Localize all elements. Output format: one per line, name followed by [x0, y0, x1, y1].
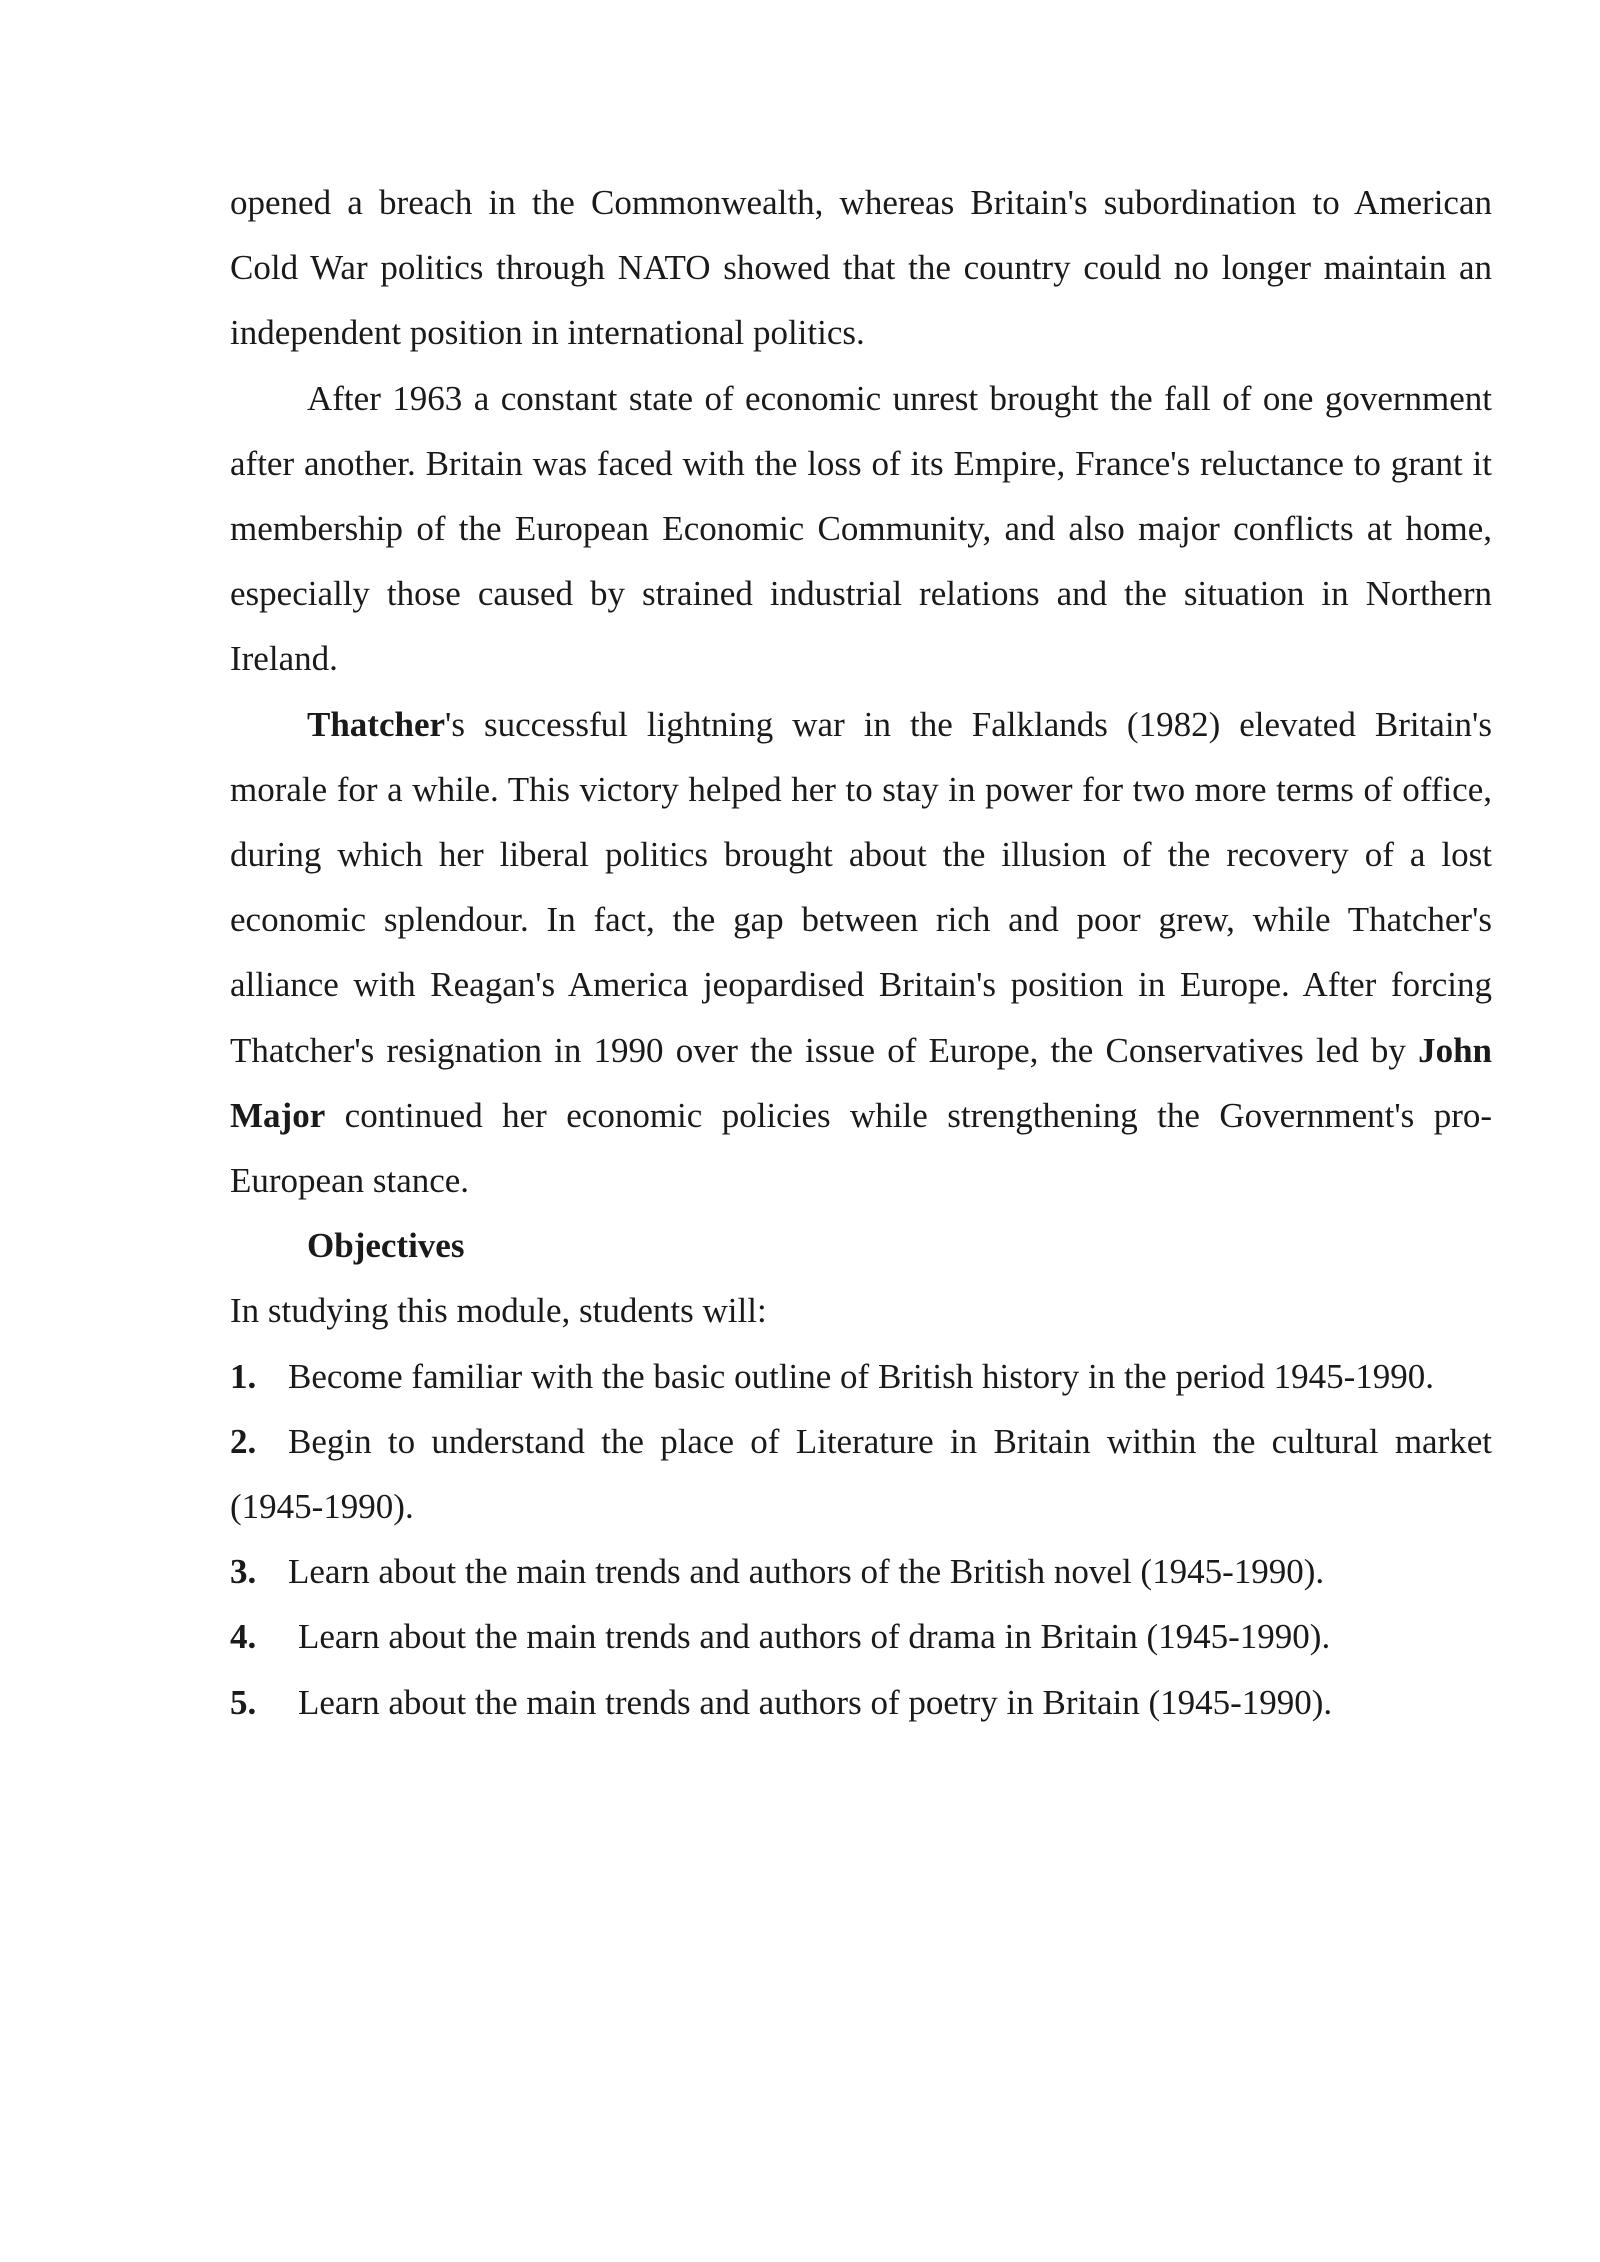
objective-number: 1.	[230, 1356, 257, 1396]
objective-text: Become familiar with the basic outline of British history in the period 1945-1990.	[288, 1356, 1435, 1396]
objective-number: 4.	[230, 1617, 257, 1657]
objective-number: 3.	[230, 1552, 257, 1592]
objective-text: Begin to understand the place of Literature in Britain within the cultural market (1945-1990).	[230, 1421, 1492, 1527]
paragraph-economic-unrest: After 1963 a constant state of economic unrest brought the fall of one government after another. Britain was faced with the loss of its Empire, France's reluctance to grant it membership of the European Economic Community, and also major conflicts at home, especially those caused by strained industrial relations and the situation in Northern Ireland.	[230, 378, 1492, 679]
objective-item	[230, 1604, 1492, 1669]
paragraph-thatcher	[230, 692, 1492, 1214]
objective-number: 5.	[230, 1682, 257, 1722]
document-page	[230, 170, 1492, 1735]
objective-item	[230, 1670, 1492, 1735]
objective-item	[230, 1344, 1492, 1409]
bold-name-thatcher: Thatcher	[307, 704, 446, 744]
paragraph-thatcher-text-b: continued her economic policies while strengthening the Government's pro-European stance.	[230, 1095, 1492, 1201]
objectives-heading: Objectives	[307, 1226, 465, 1266]
objective-text: Learn about the main trends and authors of poetry in Britain (1945-1990).	[298, 1682, 1333, 1722]
objective-text: Learn about the main trends and authors of drama in Britain (1945-1990).	[298, 1617, 1331, 1657]
objective-number: 2.	[230, 1421, 257, 1461]
objectives-intro: In studying this module, students will:	[230, 1291, 767, 1331]
objective-item	[230, 1539, 1492, 1604]
objective-item	[230, 1409, 1492, 1539]
objectives-list	[230, 1344, 1492, 1735]
paragraph-thatcher-text-a: 's successful lightning war in the Falklands (1982) elevated Britain's morale for a while. This victory helped her to stay in power for two more terms of office, during which her liberal politics brought about the illusion of the recovery of a lost economic splendour. In fact, the gap between rich and poor grew, while Thatcher's alliance with Reagan's America jeopardised Britain's position in Europe. After forcing Thatcher's resignation in 1990 over the issue of Europe, the Conservatives led by	[230, 704, 1492, 1070]
paragraph-commonwealth: opened a breach in the Commonwealth, whereas Britain's subordination to American Cold War politics through NATO showed that the country could no longer maintain an independent position in international politics.	[230, 183, 1492, 353]
bold-name-john-major: John Major	[230, 1030, 1492, 1135]
objective-text: Learn about the main trends and authors of the British novel (1945-1990).	[288, 1552, 1325, 1592]
